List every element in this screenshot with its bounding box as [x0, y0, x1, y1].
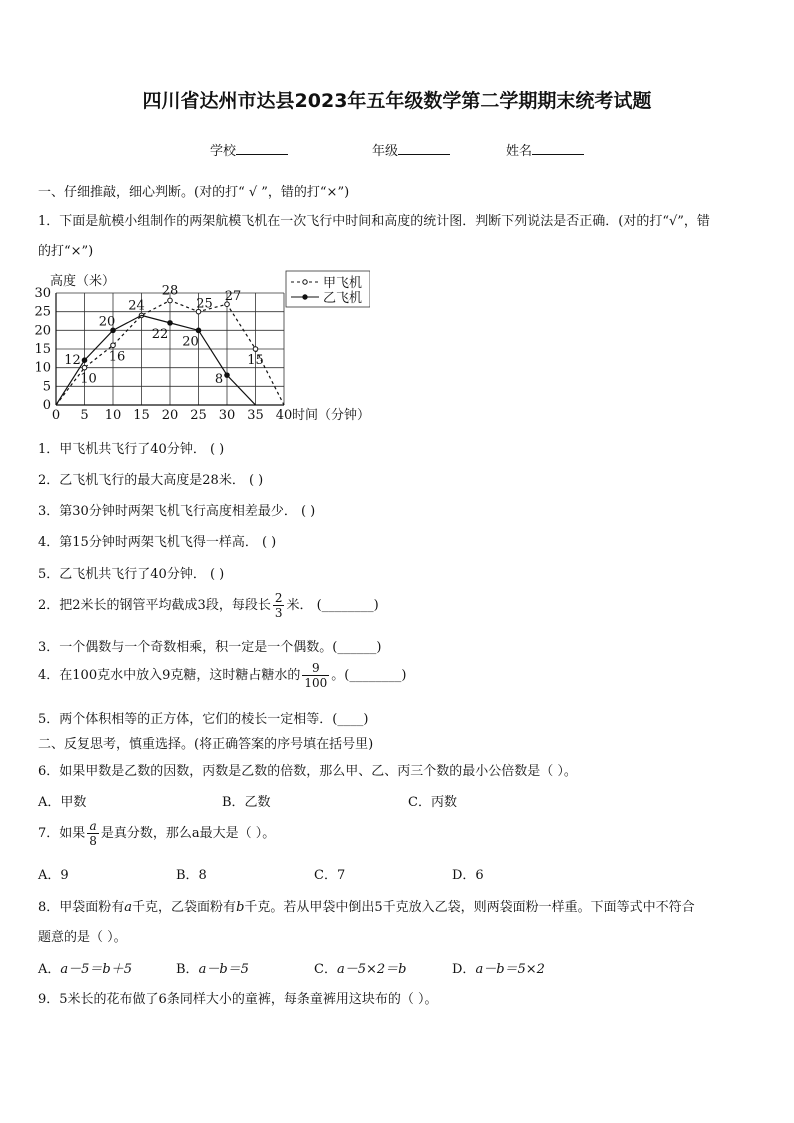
y-tick-label: 30 — [34, 286, 51, 301]
series-point — [168, 321, 173, 326]
x-tick-label: 25 — [190, 408, 207, 423]
q8-option-b[interactable]: B．a－b＝5 — [176, 962, 249, 977]
data-label: 24 — [128, 298, 145, 314]
fraction-two-thirds: $\frac{2}{3}$ — [274, 591, 283, 620]
data-label: 10 — [80, 371, 97, 387]
page-title: 四川省达州市达县2023年五年级数学第二学期期末统考试题 — [142, 90, 652, 112]
flight-height-chart — [30, 268, 370, 423]
question-6: 6．如果甲数是乙数的因数，丙数是乙数的倍数，那么甲、乙、丙三个数的最小公倍数是（ ）。 — [38, 764, 577, 779]
data-label: 12 — [64, 353, 81, 369]
data-label: 16 — [108, 349, 126, 365]
series-point — [82, 365, 87, 370]
q1-line2: 的打“×”) — [38, 244, 94, 259]
data-label: 8 — [214, 372, 224, 388]
x-tick-label: 5 — [80, 408, 89, 423]
question-7-options — [38, 864, 758, 882]
x-tick-label: 0 — [51, 408, 61, 423]
q7-option-a[interactable]: A．9 — [38, 868, 69, 883]
question-6-options — [38, 791, 758, 809]
legend-label: 甲飞机 — [323, 276, 363, 291]
y-tick-label: 5 — [42, 379, 51, 395]
data-label: 28 — [161, 283, 179, 299]
y-tick-label: 25 — [34, 304, 51, 320]
school-field: 学校 — [210, 140, 288, 159]
x-axis-label: 时间（分钟） — [292, 408, 370, 423]
q6-option-b[interactable]: B．乙数 — [222, 795, 271, 810]
sub-question-4: 4．第15分钟时两架飞机飞得一样高． ( ) — [38, 535, 277, 550]
legend-marker — [303, 295, 307, 299]
q7-option-c[interactable]: C．7 — [314, 868, 346, 883]
series-point — [82, 358, 87, 363]
name-field: 姓名 — [506, 140, 584, 159]
grade-blank[interactable] — [398, 142, 450, 155]
q8-option-d[interactable]: D．a－b＝5×2 — [452, 962, 545, 977]
series-point — [168, 298, 173, 303]
x-tick-label: 10 — [104, 408, 122, 423]
q7-option-b[interactable]: B．8 — [176, 868, 207, 883]
school-blank[interactable] — [236, 142, 288, 155]
series-point — [253, 347, 258, 352]
q8-option-c[interactable]: C．a－5×2＝b — [314, 962, 407, 977]
x-tick-label: 20 — [161, 408, 179, 423]
q6-option-c[interactable]: C．丙数 — [408, 795, 457, 810]
question-9: 9．5米长的花布做了6条同样大小的童裤，每条童裤用这块布的（ ）。 — [38, 992, 438, 1007]
x-tick-label: 15 — [133, 408, 150, 423]
x-tick-label: 40 — [275, 408, 293, 423]
x-tick-label: 35 — [247, 408, 264, 423]
question-8-line1: 8．甲袋面粉有a千克，乙袋面粉有b千克。若从甲袋中倒出5千克放入乙袋，则两袋面粉一样重。下面等式中不符合 — [38, 900, 695, 915]
chart-legend — [286, 271, 370, 307]
question-7: 7．如果 $\frac{a}{8}$ 是真分数，那么a最大是（ ）。 — [38, 819, 276, 848]
y-tick-label: 20 — [34, 323, 51, 339]
y-tick-label: 0 — [42, 398, 51, 413]
sub-question-2: 2．乙飞机飞行的最大高度是28米． ( ) — [38, 473, 264, 488]
series-point — [225, 373, 230, 378]
x-tick-label: 30 — [218, 408, 236, 423]
y-axis-label: 高度（米） — [50, 274, 116, 289]
question-5: 5．两个体积相等的正方体，它们的棱长一定相等．(____) — [38, 712, 369, 727]
data-label: 27 — [224, 289, 242, 305]
fraction-nine-hundredths: $\frac{9}{100}$ — [304, 661, 328, 690]
series-point — [111, 343, 116, 348]
question-8-options — [38, 958, 758, 976]
question-8-line2: 题意的是（ ）。 — [38, 930, 127, 945]
grade-field: 年级 — [372, 140, 450, 159]
section2-heading: 二、反复思考，慎重选择。(将正确答案的序号填在括号里) — [38, 737, 374, 752]
q7-option-d[interactable]: D．6 — [452, 868, 484, 883]
section1-heading: 一、仔细推敲，细心判断。(对的打“ √ ”，错的打“×”) — [38, 185, 350, 200]
legend-label: 乙飞机 — [323, 291, 363, 306]
q8-option-a[interactable]: A．a－5＝b＋5 — [38, 962, 133, 977]
sub-question-1: 1．甲飞机共飞行了40分钟． ( ) — [38, 442, 225, 457]
question-2: 2．把2米长的钢管平均截成3段，每段长 $\frac{2}{3}$ 米． (________) — [38, 591, 379, 620]
data-label: 15 — [247, 353, 264, 368]
q1-line1: 1．下面是航模小组制作的两架航模飞机在一次飞行中时间和高度的统计图．判断下列说法是否正确．(对的打“√”，错 — [38, 214, 710, 229]
sub-question-3: 3．第30分钟时两架飞机飞行高度相差最少． ( ) — [38, 504, 316, 519]
fraction-a-eighths: $\frac{a}{8}$ — [89, 819, 97, 848]
sub-question-5: 5．乙飞机共飞行了40分钟． ( ) — [38, 567, 225, 582]
data-label: 22 — [151, 326, 169, 342]
name-blank[interactable] — [532, 142, 584, 155]
y-tick-label: 15 — [34, 342, 51, 357]
question-3: 3．一个偶数与一个奇数相乘，积一定是一个偶数。(______) — [38, 640, 382, 655]
data-label: 25 — [196, 296, 213, 312]
question-4: 4．在100克水中放入9克糖，这时糖占糖水的 $\frac{9}{100}$ 。(________) — [38, 661, 407, 690]
chart-grid — [56, 293, 284, 405]
q6-option-a[interactable]: A．甲数 — [38, 795, 87, 810]
series-point — [196, 328, 201, 333]
data-label: 20 — [182, 334, 199, 350]
legend-marker — [303, 280, 307, 284]
data-label: 20 — [98, 314, 116, 330]
y-tick-label: 10 — [34, 360, 51, 376]
